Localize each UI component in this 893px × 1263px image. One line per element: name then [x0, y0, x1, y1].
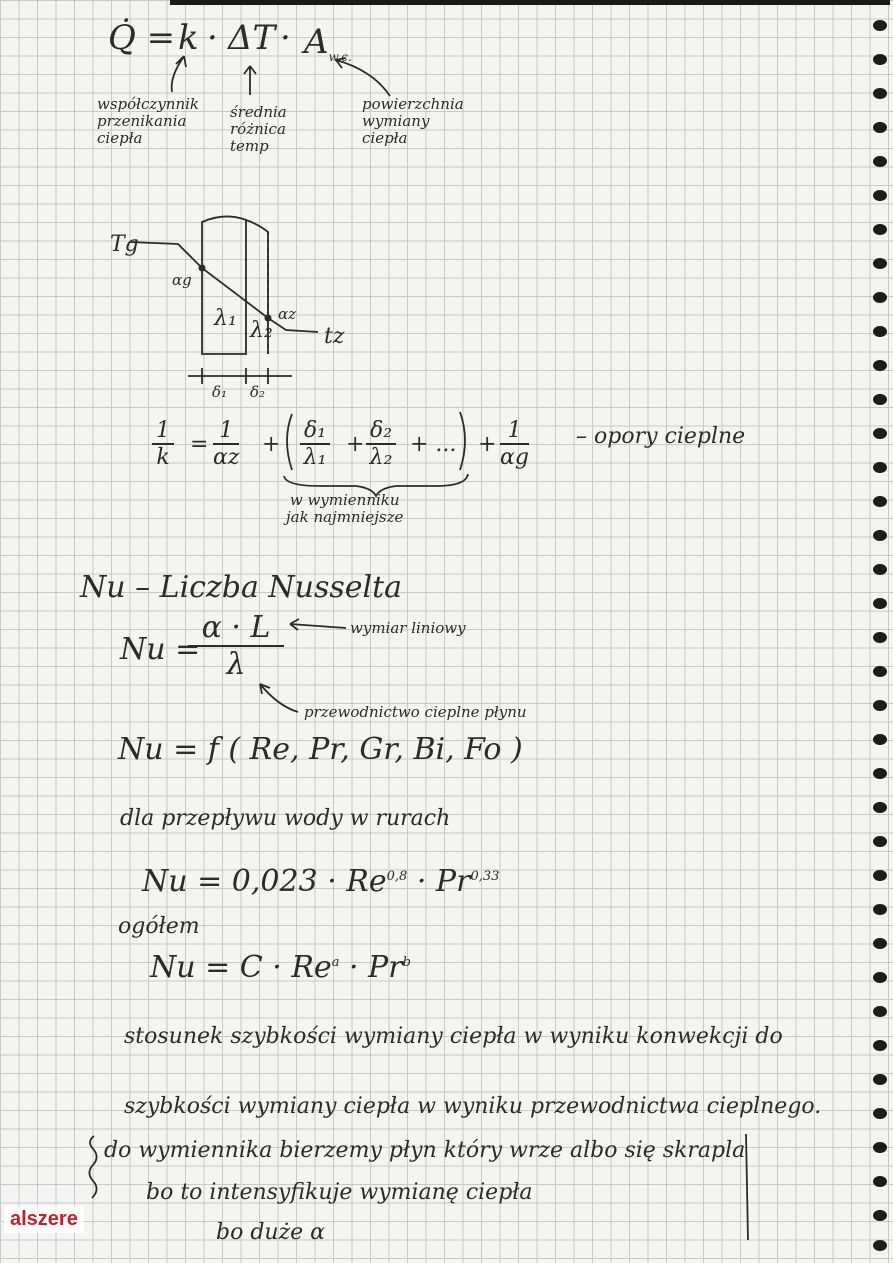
heat-rate-symbol: Q̇ =: [108, 18, 176, 58]
spiral-binding: [863, 0, 893, 1263]
equals-sign: =: [190, 432, 209, 457]
nu-lhs: Nu =: [120, 632, 201, 667]
binding-ring: [873, 632, 887, 643]
fraction-1-over-k: $\frac{1}{k}$: [152, 418, 174, 470]
binding-ring: [873, 1006, 887, 1017]
binding-ring: [873, 700, 887, 711]
nu-fraction: $\frac{\alpha \cdot L}{\lambda}$: [188, 610, 284, 682]
binding-ring: [873, 768, 887, 779]
heat-exchanger-note1: do wymiennika bierzemy płyn który wrze albo się skrapla: [104, 1138, 746, 1163]
binding-ring: [873, 938, 887, 949]
water-flow-equation: Nu = 0,023 · Re$^{0,8}$ · Pr$^{0,33}$: [142, 864, 500, 899]
binding-ring: [873, 1176, 887, 1187]
plus-ellipsis: + ...: [410, 432, 457, 457]
watermark-label: alszere: [4, 1206, 84, 1233]
binding-ring: [873, 870, 887, 881]
lambda1-label: λ₁: [214, 306, 237, 331]
area-symbol: $A_{w.c.}$: [304, 22, 352, 64]
binding-ring: [873, 428, 887, 439]
plus-sign: +: [478, 432, 497, 457]
binding-ring: [873, 530, 887, 541]
fraction-1-over-alpha-g: $\frac{1}{\alpha g}$: [500, 418, 529, 470]
binding-ring: [873, 598, 887, 609]
thermal-resistance-note: – opory cieplne: [576, 424, 746, 449]
heat-exchanger-note2: bo to intensyfikuje wymianę ciepła: [146, 1180, 533, 1205]
heat-exchanger-note3: bo duże α: [216, 1220, 326, 1245]
tz-label: tz: [324, 324, 345, 349]
binding-ring: [873, 20, 887, 31]
fraction-delta1-over-lambda1: $\frac{\text{δ₁}}{\text{λ₁}}$: [300, 418, 330, 470]
alpha-z-label: αz: [278, 305, 297, 323]
delta1-label: δ₁: [212, 383, 228, 401]
binding-ring: [873, 1040, 887, 1051]
binding-ring: [873, 1108, 887, 1119]
k-symbol: k: [178, 18, 199, 58]
binding-ring: [873, 292, 887, 303]
multiply-dot: ·: [280, 18, 291, 58]
binding-ring: [873, 836, 887, 847]
binding-ring: [873, 88, 887, 99]
binding-ring: [873, 54, 887, 65]
binding-ring: [873, 1240, 887, 1251]
area-label: powierzchnia wymiany ciepła: [362, 95, 464, 147]
binding-ring: [873, 258, 887, 269]
binding-ring: [873, 564, 887, 575]
binding-ring: [873, 1074, 887, 1085]
nusselt-description-line2: szybkości wymiany ciepła w wyniku przewodnictwa cieplnego.: [124, 1094, 822, 1119]
binding-ring: [873, 394, 887, 405]
binding-ring: [873, 122, 887, 133]
k-label: współczynnik przenikania ciepła: [97, 95, 200, 147]
plus-sign: +: [262, 432, 281, 457]
tg-label: Tg: [110, 232, 139, 257]
linear-dimension-note: wymiar liniowy: [350, 619, 466, 637]
brace-note: w wymienniku jak najmniejsze: [286, 491, 404, 526]
binding-ring: [873, 360, 887, 371]
binding-ring: [873, 224, 887, 235]
binding-ring: [873, 190, 887, 201]
nu-function: Nu = f ( Re, Pr, Gr, Bi, Fo ): [118, 732, 523, 767]
delta2-label: δ₂: [250, 383, 266, 401]
conductivity-note: przewodnictwo cieplne płynu: [304, 703, 527, 721]
binding-ring: [873, 156, 887, 167]
binding-ring: [873, 1142, 887, 1153]
alpha-g-label: αg: [172, 271, 192, 289]
fraction-1-over-alpha-z: $\frac{1}{\alpha z}$: [213, 418, 240, 470]
binding-ring: [873, 462, 887, 473]
plus-sign: +: [346, 432, 365, 457]
water-flow-label: dla przepływu wody w rurach: [120, 806, 451, 831]
delta-t-label: średnia różnica temp: [230, 103, 287, 155]
binding-ring: [873, 802, 887, 813]
binding-ring: [873, 734, 887, 745]
fraction-delta2-over-lambda2: $\frac{\text{δ₂}}{\text{λ₂}}$: [366, 418, 396, 470]
binding-ring: [873, 1210, 887, 1221]
general-equation: $Nu = C \cdot Re^a \cdot Pr^b$: [150, 950, 411, 985]
multiply-dot: ·: [207, 18, 218, 58]
binding-ring: [873, 666, 887, 677]
binding-ring: [873, 904, 887, 915]
general-label: ogółem: [118, 914, 200, 939]
binding-ring: [873, 326, 887, 337]
binding-ring: [873, 972, 887, 983]
nusselt-heading: Nu – Liczba Nusselta: [80, 570, 403, 605]
nusselt-description-line1: stosunek szybkości wymiany ciepła w wyniku konwekcji do: [124, 1024, 783, 1049]
binding-ring: [873, 496, 887, 507]
delta-t-symbol: ΔT: [228, 18, 276, 58]
lambda2-label: λ₂: [250, 318, 273, 343]
